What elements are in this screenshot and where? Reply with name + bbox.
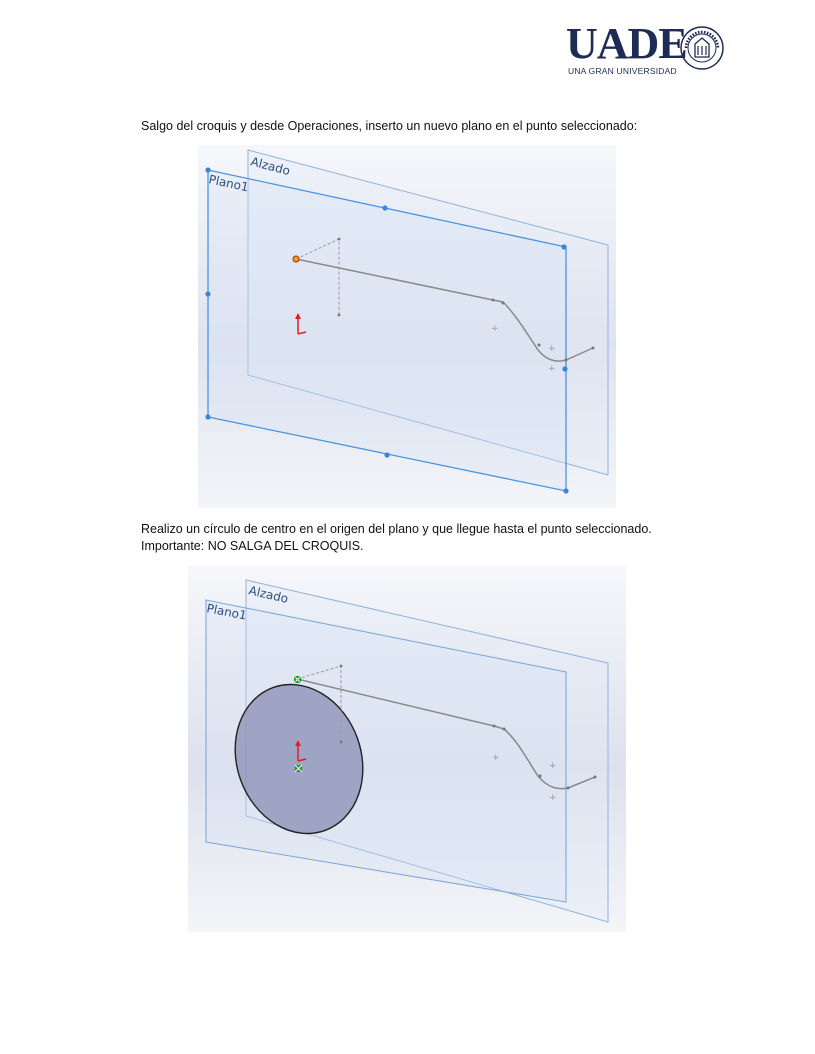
figure-plane-insertion [198,145,616,508]
sketch-point[interactable] [338,238,341,241]
plane-handle[interactable] [205,167,210,172]
sketch-point[interactable] [338,314,341,317]
circle-center-point-icon[interactable] [295,765,302,772]
plus-marker-icon: + [492,753,500,763]
sketch-point[interactable] [340,665,343,668]
sketch-point[interactable] [340,741,343,744]
sketch-point[interactable] [503,728,506,731]
sketch-point[interactable] [493,725,496,728]
plane-handle[interactable] [205,414,210,419]
selected-point-icon[interactable] [293,256,299,262]
logo-wordmark: UADE [566,19,687,68]
sketch-point[interactable] [567,787,570,790]
cad-viewport-1 [198,145,616,508]
sketch-point[interactable] [565,359,568,362]
plane-handle[interactable] [561,244,566,249]
plane-handle[interactable] [563,488,568,493]
paragraph-circle-instruction: Realizo un círculo de centro en el origen del plano y que llegue hasta el punto seleccionado. [141,522,652,536]
paragraph-important-note: Importante: NO SALGA DEL CROQUIS. [141,539,364,553]
logo-tagline: UNA GRAN UNIVERSIDAD [568,66,677,76]
sketch-point[interactable] [538,344,541,347]
plus-marker-icon: + [548,364,556,374]
sketch-point[interactable] [594,776,597,779]
plane-alzado-label: Alzado [249,154,292,179]
uade-logo [566,19,732,80]
figure-circle-sketch [188,566,626,932]
plane-handle[interactable] [382,205,387,210]
sketch-point[interactable] [539,775,542,778]
sketch-point[interactable] [492,299,495,302]
plane-alzado-label: Alzado [247,583,290,606]
plus-marker-icon: + [548,344,556,354]
coincident-point-icon[interactable] [294,676,301,683]
paragraph-insert-plane: Salgo del croquis y desde Operaciones, inserto un nuevo plano en el punto seleccionado: [141,119,638,133]
plane-handle[interactable] [205,291,210,296]
cad-viewport-2 [188,566,626,932]
plane-handle[interactable] [562,366,567,371]
plane-handle[interactable] [384,452,389,457]
plane-plano1-label: Plano1 [207,172,250,195]
uade-seal-icon [678,24,726,72]
sketch-point[interactable] [502,302,505,305]
plus-marker-icon: + [549,793,557,803]
plus-marker-icon: + [549,761,557,771]
plus-marker-icon: + [491,324,499,334]
sketch-point[interactable] [592,347,595,350]
plane-plano1-label: Plano1 [205,601,248,623]
